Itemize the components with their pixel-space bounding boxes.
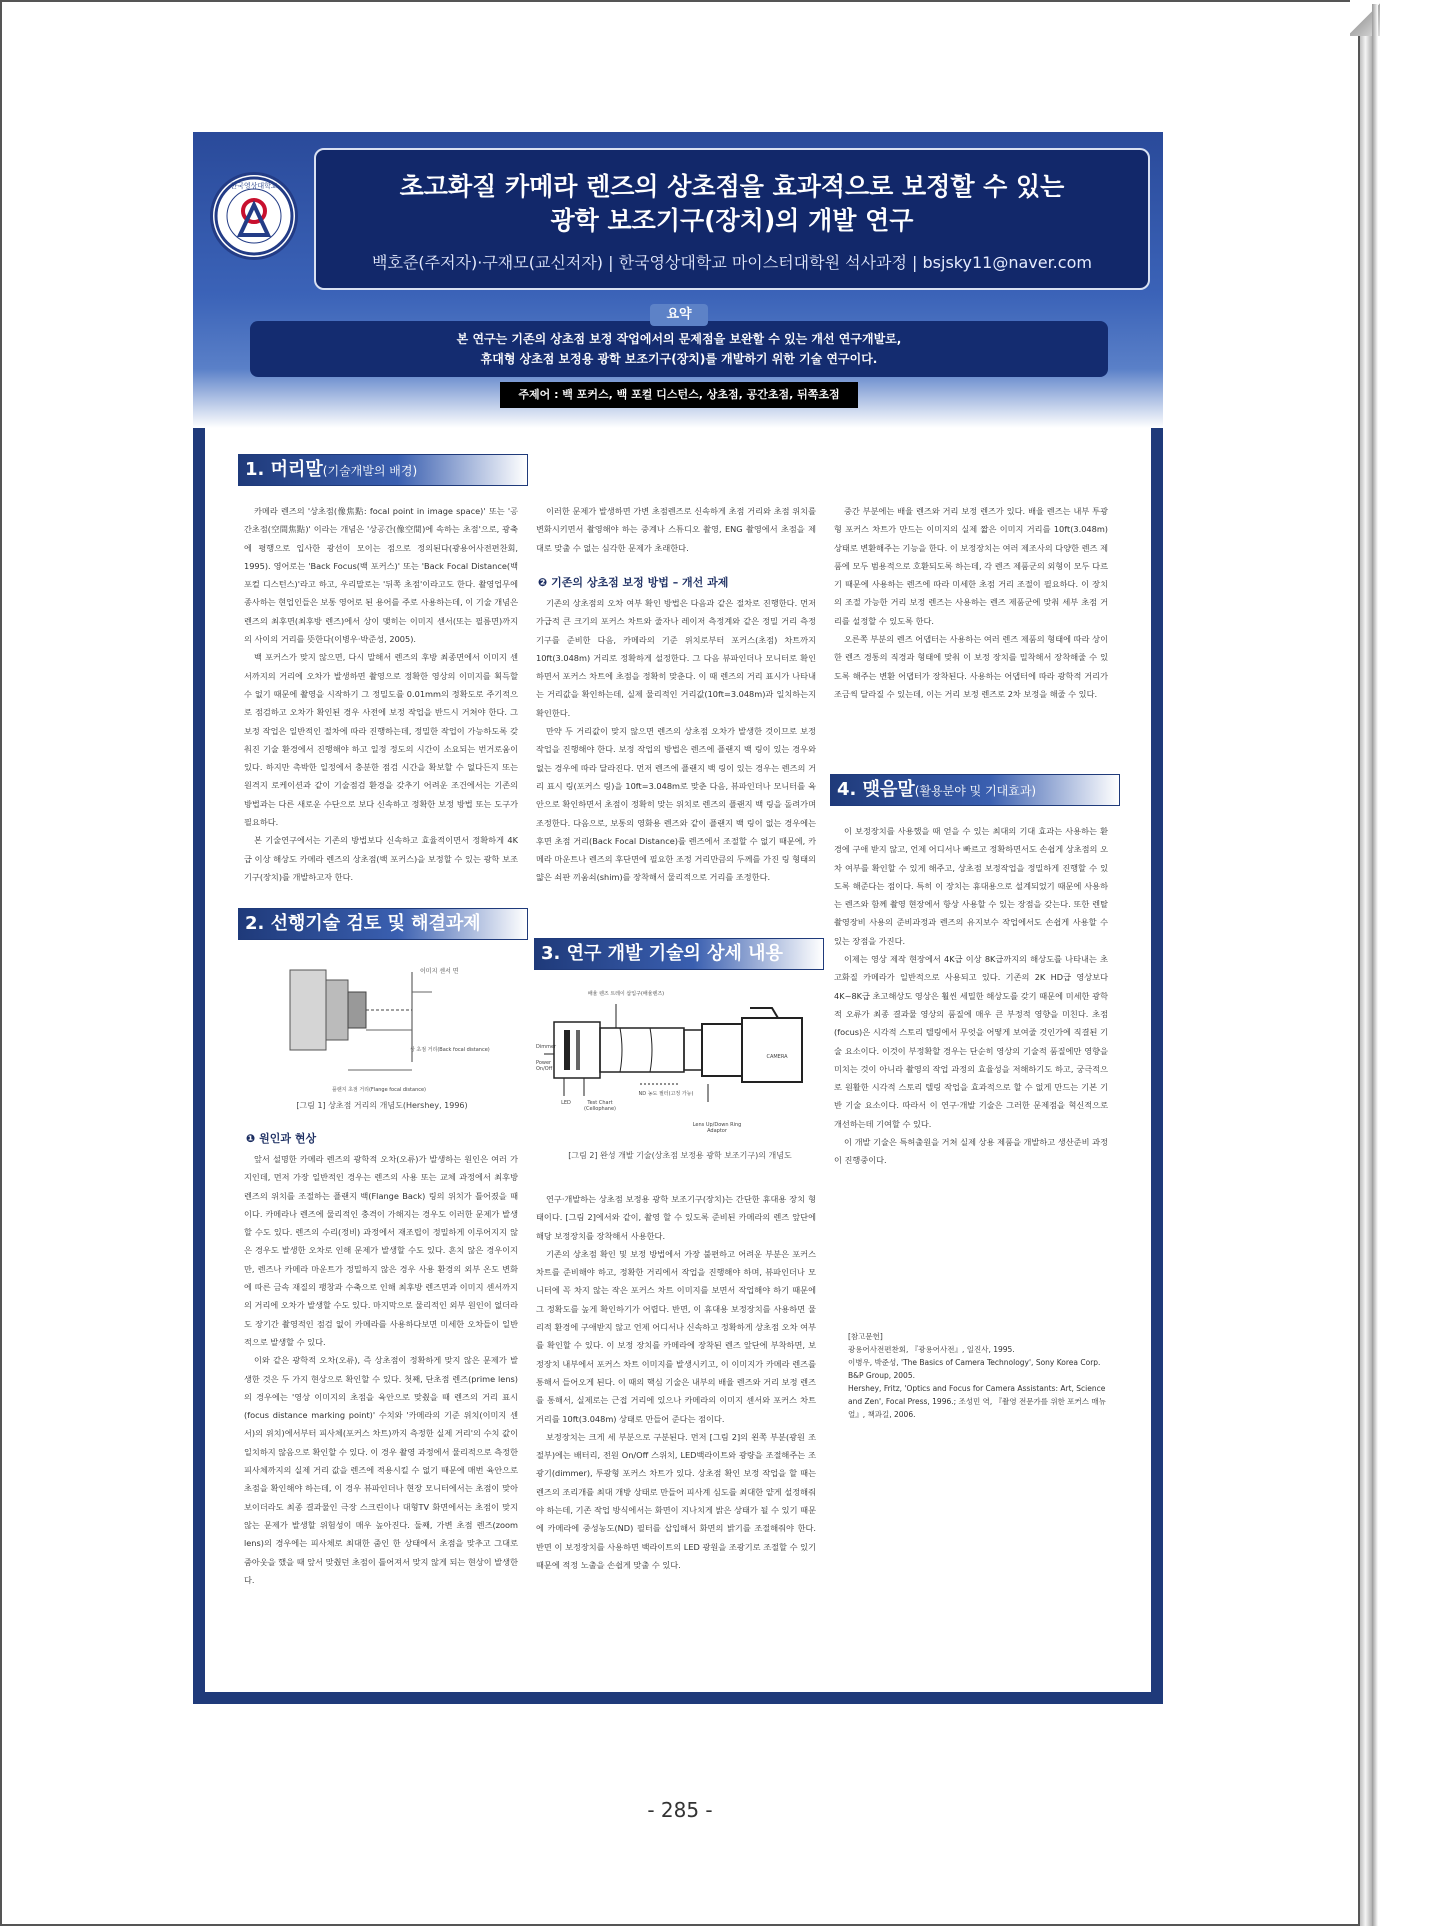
method-paragraph-1: 기존의 상초점의 오차 여부 확인 방법은 다음과 같은 절차로 진행한다. 먼저 가급적 큰 크기의 포커스 차트와 줄자나 레이저 측정계와 같은 정밀 거리 측정 기구를 준비한 다음, 카메라의 기준 위치로부터 포커스(초점) 차트까지 10ft(3.048m) 거리로 정확하게 설정한다. 그 다음 뷰파인더나 모니터로 확인하면서 포커스 차트에 초점을 정확히 맞춘다. 이 때 렌즈의 거리 표시가 나타내는 거리값을 확인하는데, 실제 물리적인 거리값(10ft=3.048m)과 일치하는지 확인한다.: [536, 598, 816, 718]
section-4-subtitle: (활용분야 및 기대효과): [914, 784, 1037, 798]
summary-box: [250, 321, 1108, 377]
references-heading: [참고문헌]: [848, 1332, 883, 1341]
figure-1-caption: [그림 1] 상초점 거리의 개념도(Hershey, 1996): [296, 1101, 468, 1110]
section-1-title: 1. 머리말: [245, 459, 323, 480]
section-1-heading: [238, 454, 528, 486]
column-2-continuation: [536, 502, 816, 558]
intro-paragraph-2: 백 포커스가 맞지 않으면, 다시 말해서 렌즈의 후방 최종면에서 이미지 센서까지의 거리에 오차가 발생하면 촬영으로 정확한 영상의 이미지를 획득할 수 없기 때문에 촬영을 시작하기 그 정밀도를 0.01mm의 정확도로 주기적으로 점검하고 오차가 확인된 경우 사전에 보정 작업을 반드시 거쳐야 한다. 그 보정 작업은 일반적인 절차에 따라 진행하는데, 정밀한 작업이 가능하도록 갖춰진 기술 환경에서 진행해야 하고 일정 정도의 시간이 소요되는 번거로움이 있다. 하지만 촉박한 일정에서 충분한 점검 시간을 확보할 수 없다든지 또는 원격지 로케이션과 같이 기술점검 환경을 갖추기 어려운 조건에서는 기존의 방법과는 다른 새로운 수단으로 보다 신속하고 정확한 보정 방법 또는 도구가 필요하다.: [244, 652, 518, 828]
paper-title-line1: 초고화질 카메라 렌즈의 상초점을 효과적으로 보정할 수 있는: [399, 172, 1065, 201]
intro-paragraph-1: 카메라 렌즈의 '상초점(像焦點: focal point in image space)' 또는 '공간초점(空間焦點)' 이라는 개념은 '상공간(像空間)에 속하는 초점'으로, 광축에 평행으로 입사한 광선이 모이는 점으로 정의된다(광용어사전편찬회, 1995). 영어로는 'Back Focus(백 포커스)' 또는 'Back Focal Distance(백 포컬 디스턴스)'라고 하고, 우리말로는 '뒤쪽 초점'이라고도 한다. 촬영업무에 종사하는 현업인들은 보통 영어로 된 용어를 주로 사용하는데, 이 기술 개념은 렌즈의 최후면(최후방 렌즈)에서 상이 맺히는 이미지 센서(또는 필름면)까지의 사이의 거리를 뜻한다(이병우·박준성, 2005).: [244, 506, 518, 645]
figure-2-label-power: Power On/Off: [536, 1060, 553, 1072]
figure-2-label-chart: Test Chart (Cellophane): [584, 1100, 616, 1112]
figure-2-label-camera: CAMERA: [766, 1054, 788, 1060]
desc-paragraph-3: 보정장치는 크게 세 부분으로 구분된다. 먼저 [그림 2]의 왼쪽 부분(광원 조절부)에는 배터리, 전원 On/Off 스위치, LED백라이트와 광량을 조절해주는 조광기(dimmer), 투광형 포커스 차트가 있다. 상초점 확인 보정 작업을 할 때는 렌즈의 조리개를 최대 개방 상태로 만들어 피사계 심도를 최대한 얕게 설정해줘야 하는데, 기존 작업 방식에서는 화면이 지나치게 밝은 상태가 될 수 있기 때문에 카메라에 중성농도(ND) 필터를 삽입해서 화면의 밝기를 조절해줘야 한다. 반면 이 보정장치를 사용하면 백라이트의 LED 광원을 조광기로 조절할 수 있기 때문에 적정 노출을 손쉽게 맞출 수 있다.: [536, 1431, 816, 1570]
figure-2-label-led: LED: [561, 1100, 571, 1106]
cause-paragraph-2: 이와 같은 광학적 오차(오류), 즉 상초점이 정확하게 맞지 않은 문제가 발생한 것은 두 가지 현상으로 확인할 수 있다. 첫째, 단초점 렌즈(prime lens)의 경우에는 '영상 이미지의 초점을 육안으로 맞췄을 때 렌즈의 거리 표시(focus distance marking point)' 수치와 '카메라의 기준 위치(이미지 센서)의 위치)에서부터 피사체(포커스 차트)까지 측정한 실제 거리'의 수치 값이 일치하지 않음으로 확인할 수 있다. 이 경우 촬영 과정에서 물리적으로 측정한 피사체까지의 실제 거리 값을 렌즈에 적용시킬 수 없기 때문에 매번 육안으로 초점을 확인해야 하는데, 이 경우 뷰파인더나 현장 모니터에서는 초점이 맞아 보이더라도 최종 결과물인 극장 스크린이나 대형TV 화면에서는 초점이 맞지 않는 문제가 발생할 위험성이 매우 높아진다. 둘째, 가변 초점 렌즈(zoom lens)의 경우에는 피사체로 최대한 줌인 한 상태에서 초점을 맞추고 그대로 줌아웃을 했을 때 앞서 맞췄던 초점이 틀어져서 맞지 않게 되는 현상이 발생한다.: [244, 1355, 518, 1585]
references: [848, 1330, 1110, 1421]
page-shadow: [1372, 4, 1378, 1926]
reference-3: Hershey, Fritz, 'Optics and Focus for Camera Assistants: Art, Science and Zen', Focal Press, 1996.; 조성민 역, 『촬영 전문가를 위한 포커스 매뉴얼』, 책과길, 2006.: [848, 1384, 1106, 1419]
summary-line2: 휴대형 상초점 보정용 광학 보조기구(장치)를 개발하기 위한 기술 연구이다.: [480, 352, 878, 366]
col3-continued-paragraph-1: 중간 부분에는 배율 렌즈와 거리 보정 렌즈가 있다. 배율 렌즈는 내부 투광형 포커스 차트가 만드는 이미지의 실제 짧은 이미지 거리를 10ft(3.048m) 상태로 변환해주는 기능을 한다. 이 보정장치는 여러 제조사의 다양한 렌즈 제품에 모두 범용적으로 호환되도록 하는데, 각 렌즈 제품군의 외형이 모두 다르기 때문에 사용하는 렌즈에 따라 미세한 초점 거리 조절이 필요하다. 이 장치의 조절 가능한 거리 보정 렌즈는 사용하는 렌즈 제품군에 맞춰 세부 초점 거리를 설정할 수 있도록 한다.: [834, 506, 1108, 626]
figure-2-label-dimmer: Dimmer: [536, 1044, 557, 1050]
university-logo: [210, 172, 298, 260]
page-number: - 285 -: [647, 1798, 713, 1822]
paper-title-line2: 광학 보조기구(장치)의 개발 연구: [550, 206, 914, 235]
col2-continued-paragraph: 이러한 문제가 발생하면 가변 초점렌즈로 신속하게 초점 거리와 초점 위치를 변화시키면서 촬영해야 하는 중계나 스튜디오 촬영, ENG 촬영에서 초점을 제대로 맞출 수 없는 심각한 문제가 초래한다.: [536, 506, 816, 553]
figure-2-label-top: 배율 렌즈 트레이 삽입구(배율렌즈): [587, 991, 665, 997]
desc-paragraph-1: 연구·개발하는 상초점 보정용 광학 보조기구(장치)는 간단한 휴대용 장치 형태이다. [그림 2]에서와 같이, 촬영 할 수 있도록 준비된 카메라의 렌즈 앞단에 해당 보정장치를 장착해서 사용한다.: [536, 1194, 816, 1241]
summary-line1: 본 연구는 기존의 상초점 보정 작업에서의 문제점을 보완할 수 있는 개선 연구개발로,: [456, 332, 902, 346]
section-2-heading: [238, 908, 528, 940]
method-paragraph-2: 만약 두 거리값이 맞지 않으면 렌즈의 상초점 오차가 발생한 것이므로 보정 작업을 진행해야 한다. 보정 작업의 방법은 렌즈에 플랜지 백 링이 있는 경우와 없는 경우에 따라 달라진다. 먼저 렌즈에 플랜지 백 링이 있는 경우는 렌즈의 거리 표시 링(포커스 링)을 10ft=3.048m로 맞춘 다음, 뷰파인더나 모니터를 육안으로 확인하면서 초점이 정확히 맞는 위치로 렌즈의 플랜지 백 링을 돌려가며 조정한다. 다음으로, 보통의 영화용 렌즈와 같이 플랜지 백 링이 없는 경우에는 후면 초점 거리(Back Focal Distance)를 렌즈에서 조절할 수 없기 때문에, 카메라 마운트나 렌즈의 후단면에 필요한 조정 거리만큼의 두께를 가진 링 형태의 얇은 쇠판 끼움쇠(shim)를 장착해서 물리적으로 거리를 조정한다.: [536, 726, 816, 883]
column-2-description: [536, 1190, 816, 1600]
conclusion-paragraph-1: 이 보정장치를 사용했을 때 얻을 수 있는 최대의 기대 효과는 사용하는 환경에 구애 받지 않고, 언제 어디서나 빠르고 정확하면서도 손쉽게 상초점의 오차 여부를 확인할 수 있게 해주고, 상초점 보정작업을 정밀하게 진행할 수 있도록 해준다는 점이다. 특히 이 장치는 휴대용으로 설계되었기 때문에 사용하는 렌즈와 함께 촬영 현장에서 항상 사용할 수 있는 장점을 갖는다. 또한 렌탈 촬영장비 사용의 준비과정과 렌즈의 유지보수 작업에서도 손쉽게 사용할 수 있는 장점을 가진다.: [834, 826, 1108, 946]
cause-heading: ❶ 원인과 현상: [246, 1132, 317, 1145]
summary-tag: 요약: [650, 304, 708, 326]
column-2-method: [536, 594, 816, 904]
column-3-continuation: [834, 502, 1108, 724]
keywords-bar: 주제어 : 백 포커스, 백 포컬 디스턴스, 상초점, 공간초점, 뒤쪽초점: [500, 382, 858, 408]
section-3-heading: [534, 938, 824, 970]
intro-paragraph-3: 본 기술연구에서는 기존의 방법보다 신속하고 효율적이면서 정확하게 4K급 이상 해상도 카메라 렌즈의 상초점(백 포커스)을 보정할 수 있는 광학 보조기구(장치)를 개발하고자 한다.: [244, 835, 518, 882]
section-4-heading: [830, 774, 1120, 806]
reference-1: 광용어사전편찬회, 『광용어사전』, 일진사, 1995.: [848, 1345, 1015, 1354]
title-box: [314, 148, 1150, 290]
section-3-title: 3. 연구 개발 기술의 상세 내용: [541, 943, 783, 964]
conclusion-paragraph-3: 이 개발 기술은 특허출원을 거쳐 실제 상용 제품을 개발하고 생산준비 과정이 진행중이다.: [834, 1137, 1108, 1166]
logo-emblem-icon: [213, 175, 295, 257]
col3-continued-paragraph-2: 오른쪽 부분의 렌즈 어댑터는 사용하는 여러 렌즈 제품의 형태에 따라 상이한 렌즈 경통의 직경과 형태에 맞춰 이 보정 장치를 밀착해서 장착해줄 수 있도록 해주는 변환 어댑터가 장착된다. 사용하는 어댑터에 따라 광학적 거리가 조금씩 달라질 수 있는데, 이는 거리 보정 렌즈로 2차 보정을 해줄 수 있다.: [834, 634, 1108, 699]
figure-2-caption: [그림 2] 완성 개발 기술(상초점 보정용 광학 보조기구)의 개념도: [568, 1151, 792, 1160]
section-4-title: 4. 맺음말: [837, 779, 915, 800]
method-heading: ❷ 기존의 상초점 보정 방법 – 개선 과제: [538, 576, 729, 589]
section-2-title: 2. 선행기술 검토 및 해결과제: [245, 913, 481, 934]
authors-line: 백호준(주저자)·구재모(교신저자) | 한국영상대학교 마이스터대학원 석사과정 | bsjsky11@naver.com: [372, 253, 1092, 272]
figure-1-label-bfd: 상 초점 거리(Back focal distance): [410, 1047, 490, 1053]
cause-paragraph-1: 앞서 설명한 카메라 렌즈의 광학적 오차(오류)가 발생하는 원인은 여러 가지인데, 먼저 가장 일반적인 경우는 렌즈의 사용 또는 교체 과정에서 최후방 렌즈의 위치를 조절하는 플랜지 백(Flange Back) 링의 위치가 틀어졌을 때이다. 카메라나 렌즈에 물리적인 충격이 가해지는 경우도 이러한 문제가 발생할 수도 있다. 렌즈의 수리(정비) 과정에서 재조립이 정밀하게 이루어지지 않은 경우도 발생한 오차로 인해 문제가 발생할 수도 있다. 흔치 않은 경우이지만, 렌즈나 카메라 마운트가 정밀하지 않은 경우 사용 환경의 외부 온도 변화에 따른 금속 재질의 팽창과 수축으로 인해 최후방 렌즈면과 이미지 센서까지의 거리에 오차가 발생할 수도 있다. 마지막으로 물리적인 외부 원인이 없더라도 장기간 촬영적인 점검 없이 카메라를 사용하다보면 미세한 오차들이 일반적으로 발생할 수 있다.: [244, 1154, 518, 1347]
section-1-subtitle: (기술개발의 배경): [322, 464, 418, 478]
figure-2-label-nd: ND 농도 필터(고정 가능): [638, 1091, 694, 1097]
column-1-intro: [244, 502, 518, 886]
figure-1-label-sensor: 이미지 센서 면: [420, 968, 459, 975]
figure-2-label-ring: Lens Up/Down Ring Adaptor: [692, 1122, 742, 1134]
reference-2: 이병우, 박준성, 'The Basics of Camera Technology', Sony Korea Corp. B&P Group, 2005.: [848, 1358, 1101, 1380]
figure-1-label-ffd: 플랜지 초점 거리(Flange focal distance): [331, 1087, 427, 1093]
column-3-conclusion: [834, 822, 1108, 1172]
desc-paragraph-2: 기존의 상초점 확인 및 보정 방법에서 가장 불편하고 어려운 부분은 포커스 차트를 준비해야 하고, 정확한 거리에서 작업을 진행해야 하며, 뷰파인더나 모니터에 꼭 차지 않는 작은 포커스 차트 이미지를 보면서 작업해야 하기 때문에 그 정확도를 높게 확인하기가 어렵다. 반면, 이 휴대용 보정장치를 사용하면 물리적 환경에 구애받지 않고 언제 어디서나 신속하고 정확하게 상초점 오차 여부를 확인할 수 있다. 이 보정 장치를 카메라에 장착된 렌즈 앞단에 부착하면, 보정장치 내부에서 포커스 차트 이미지를 발생시키고, 이 이미지가 카메라 렌즈를 통해서 들어오게 된다. 이 때의 핵심 기술은 내부의 배율 렌즈와 거리 보정 렌즈를 통해서, 실제로는 근접 거리에 있으나 카메라의 이미지 센서와 포커스 차트 거리를 10ft(3.048m) 상태로 만들어 준다는 점이다.: [536, 1248, 816, 1424]
column-1-cause: [244, 1150, 518, 1630]
conclusion-paragraph-2: 이제는 영상 제작 현장에서 4K급 이상 8K급까지의 해상도를 나타내는 초고화질 카메라가 일반적으로 사용되고 있다. 기존의 2K HD급 영상보다 4K~8K급 초고해상도 영상은 훨씬 세밀한 해상도를 갖기 때문에 미세한 광학적 오류가 최종 결과물 영상의 품질에 매우 큰 부정적 영향을 미친다. 초점(focus)은 시각적 스토리 텔링에서 무엇을 어떻게 보여줄 것인가에 직결된 기술 요소이다. 이것이 부정확할 경우는 단순히 영상의 기술적 품질에만 영향을 미치는 것이 아니라 촬영의 작업 과정의 효율성을 저해하기도 하고, 궁극적으로 원활한 시각적 스토리 텔링 작업을 효과적으로 할 수 없게 만드는 기본 기반 기술 요소이다. 따라서 이 연구·개발 기술은 그러한 문제점을 혁신적으로 개선하는데 기여할 수 있다.: [834, 954, 1108, 1129]
svg-text:한국영상대학교: 한국영상대학교: [230, 182, 278, 190]
